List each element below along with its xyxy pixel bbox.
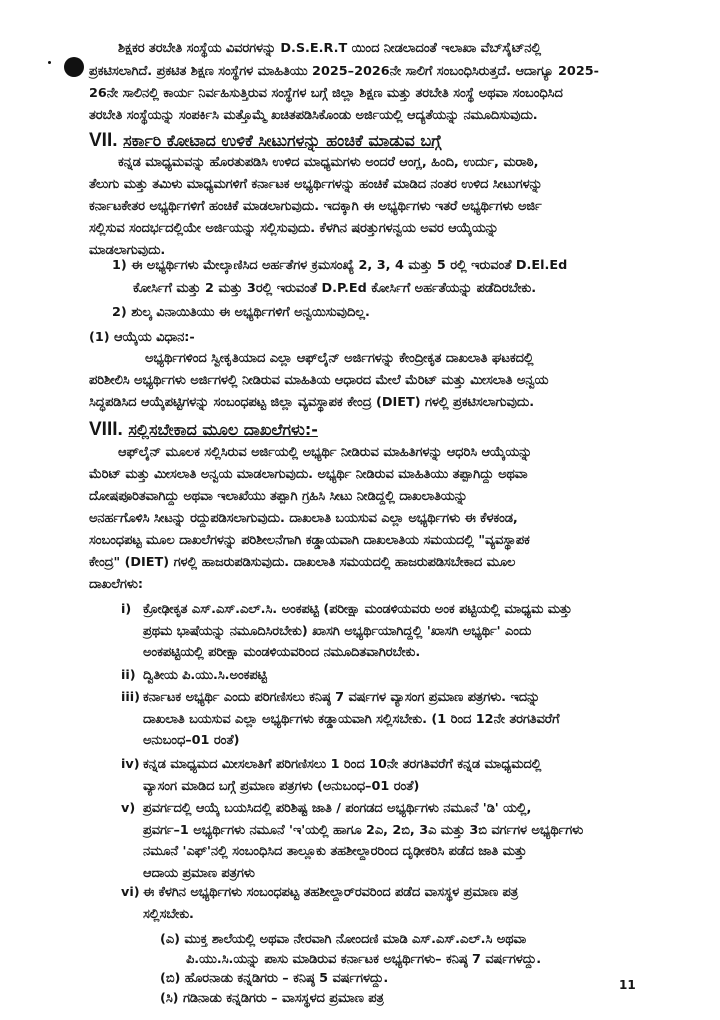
document-item-line: ದ್ವಿತೀಯ ಪಿ.ಯು.ಸಿ.ಅಂಕಪಟ್ಟಿ	[143, 668, 267, 683]
document-item-label: vi)	[121, 885, 140, 900]
bullet-dot	[64, 57, 84, 77]
selection-method-line: ಸಿದ್ಧಪಡಿಸಿದ ಆಯ್ಕೆಪಟ್ಟಿಗಳನ್ನು ಸಂಬಂಧಪಟ್ಟ ಜಿಲ್ಲಾ ವ್ಯವಸ್ಥಾಪಕ ಕೇಂದ್ರ (DIET) ಗಳಲ್ಲಿ ಪ್ರಕಟಿಸಲಾಗುವುದು.	[89, 395, 535, 410]
document-item-line: ಕರ್ನಾಟಕ ಅಭ್ಯರ್ಥಿ ಎಂದು ಪರಿಗಣಿಸಲು ಕನಿಷ್ಠ 7 ವರ್ಷಗಳ ವ್ಯಾಸಂಗ ಪ್ರಮಾಣ ಪತ್ರಗಳು. ಇದನ್ನು	[143, 690, 540, 705]
section-7-para-line: ಸಲ್ಲಿಸುವ ಸಂದರ್ಭದಲ್ಲಿಯೇ ಅರ್ಜಿಯನ್ನು ಸಲ್ಲಿಸುವುದು. ಕೆಳಗಿನ ಷರತ್ತುಗಳನ್ವಯ ಅವರ ಆಯ್ಕೆಯನ್ನು	[89, 221, 499, 236]
selection-method-line: ಪರಿಶೀಲಿಸಿ ಅಭ್ಯರ್ಥಿಗಳು ಅರ್ಜಿಗಳಲ್ಲಿ ನೀಡಿರುವ ಮಾಹಿತಿಯ ಆಧಾರದ ಮೇಲೆ ಮೆರಿಟ್ ಮತ್ತು ಮೀಸಲಾತಿ ಅನ್ವಯ	[89, 373, 549, 388]
page-number: 11	[619, 978, 636, 992]
intro-line-2: ಪ್ರಕಟಿಸಲಾಗಿದೆ. ಪ್ರಕಟಿತ ಶಿಕ್ಷಣ ಸಂಸ್ಥೆಗಳ ಮಾಹಿತಿಯು 2025–2026ನೇ ಸಾಲಿಗೆ ಸಂಬಂಧಿಸಿರುತ್ತದೆ. ಆದಾಗ್ಯೂ 2025-	[89, 64, 599, 79]
document-item-line: ಅಂಕಪಟ್ಟಿಯಲ್ಲಿ ಪರೀಕ್ಷಾ ಮಂಡಳಿಯವರಿಂದ ನಮೂದಿತವಾಗಿರಬೇಕು.	[143, 645, 421, 660]
section-8-para-line: ಅನರ್ಹಗೊಳಿಸಿ ಸೀಟನ್ನು ರದ್ದುಪಡಿಸಲಾಗುವುದು. ದಾಖಲಾತಿ ಬಯಸುವ ಎಲ್ಲಾ ಅಭ್ಯರ್ಥಿಗಳು ಈ ಕೆಳಕಂಡ,	[89, 511, 518, 526]
intro-line-1: ಶಿಕ್ಷಕರ ತರಬೇತಿ ಸಂಸ್ಥೆಯ ವಿವರಗಳನ್ನು D.S.E.R.T ಯಿಂದ ನೀಡಲಾದಂತೆ ಇಲಾಖಾ ವೆಬ್‌ಸೈಟ್‌ನಲ್ಲಿ	[118, 41, 542, 56]
document-item-line: ನಮೂನೆ 'ಎಫ್'ನಲ್ಲಿ ಸಂಬಂಧಿಸಿದ ತಾಲ್ಲೂಕು ತಹಶೀಲ್ದಾರರಿಂದ ದೃಢೀಕರಿಸಿ ಪಡೆದ ಜಾತಿ ಮತ್ತು	[143, 844, 527, 859]
section-8-para-line: ಆಫ್‌ಲೈನ್ ಮೂಲಕ ಸಲ್ಲಿಸಿರುವ ಅರ್ಜಿಯಲ್ಲಿ ಅಭ್ಯರ್ಥಿ ನೀಡಿರುವ ಮಾಹಿತಿಗಳನ್ನು ಆಧರಿಸಿ ಆಯ್ಕೆಯನ್ನು	[118, 445, 532, 460]
document-item-label: v)	[121, 801, 136, 816]
condition-item-2: 2) ಶುಲ್ಕ ವಿನಾಯಿತಿಯು ಈ ಅಭ್ಯರ್ಥಿಗಳಿಗೆ ಅನ್ವಯಿಸುವುದಿಲ್ಲ.	[112, 305, 370, 320]
document-item-line: ದಾಖಲಾತಿ ಬಯಸುವ ಎಲ್ಲಾ ಅಭ್ಯರ್ಥಿಗಳು ಕಡ್ಡಾಯವಾಗಿ ಸಲ್ಲಿಸಬೇಕು. (1 ರಿಂದ 12ನೇ ತರಗತಿವರೆಗೆ	[143, 711, 560, 727]
document-item-line: ಪ್ರವರ್ಗದಲ್ಲಿ ಆಯ್ಕೆ ಬಯಸಿದಲ್ಲಿ ಪರಿಶಿಷ್ಟ ಜಾತಿ / ಪಂಗಡದ ಅಭ್ಯರ್ಥಿಗಳು ನಮೂನೆ 'ಡಿ' ಯಲ್ಲಿ,	[143, 801, 532, 816]
document-item-line: ಸಲ್ಲಿಸಬೇಕು.	[143, 906, 194, 922]
section-8-para-line: ದಾಖಲೆಗಳು:	[89, 577, 143, 592]
sub-item-line: (ಸಿ) ಗಡಿನಾಡು ಕನ್ನಡಿಗರು – ವಾಸಸ್ಥಳದ ಪ್ರಮಾಣ ಪತ್ರ	[160, 990, 384, 1006]
sub-item-line: (ಎ) ಮುಕ್ತ ಶಾಲೆಯಲ್ಲಿ ಅಥವಾ ನೇರವಾಗಿ ನೋಂದಣಿ ಮಾಡಿ ಎಸ್.ಎಸ್.ಎಲ್.ಸಿ ಅಥವಾ	[160, 932, 527, 947]
section-7-para-line: ಮಾಡಲಾಗುವುದು.	[89, 243, 166, 258]
document-item-line: ಕ್ರೋಢೀಕೃತ ಎಸ್.ಎಸ್.ಎಲ್.ಸಿ. ಅಂಕಪಟ್ಟಿ (ಪರೀಕ್ಷಾ ಮಂಡಳಿಯವರು ಅಂಕ ಪಟ್ಟಿಯಲ್ಲಿ ಮಾಧ್ಯಮ ಮತ್ತು	[143, 602, 572, 617]
document-item-line: ಕನ್ನಡ ಮಾಧ್ಯಮದ ಮೀಸಲಾತಿಗೆ ಪರಿಗಣಿಸಲು 1 ರಿಂದ 10ನೇ ತರಗತಿವರೆಗೆ ಕನ್ನಡ ಮಾಧ್ಯಮದಲ್ಲಿ	[143, 757, 542, 772]
selection-method-heading: (1) ಆಯ್ಕೆಯ ವಿಧಾನ:-	[89, 330, 195, 345]
section-8-heading	[89, 420, 318, 439]
section-8-para-line: ಸಂಬಂಧಪಟ್ಟ ಮೂಲ ದಾಖಲೆಗಳನ್ನು ಪರಿಶೀಲನೆಗಾಗಿ ಕಡ್ಡಾಯವಾಗಿ ದಾಖಲಾತಿಯ ಸಮಯದಲ್ಲಿ "ವ್ಯವಸ್ಥಾಪಕ	[89, 533, 530, 548]
section-7-heading	[89, 131, 441, 150]
section-7-para-line: ತೆಲುಗು ಮತ್ತು ತಮಿಳು ಮಾಧ್ಯಮಗಳಿಗೆ ಕರ್ನಾಟಕ ಅಭ್ಯರ್ಥಿಗಳನ್ನು ಹಂಚಿಕೆ ಮಾಡಿದ ನಂತರ ಉಳಿದ ಸೀಟುಗಳನ್ನು	[89, 177, 543, 192]
sub-item-line: (ಬಿ) ಹೊರನಾಡು ಕನ್ನಡಿಗರು – ಕನಿಷ್ಠ 5 ವರ್ಷಗಳದ್ದು.	[160, 971, 389, 986]
document-item-label: i)	[121, 602, 132, 617]
document-item-line: ಅನುಬಂಧ–01 ರಂತೆ)	[143, 733, 240, 748]
document-item-line: ವ್ಯಾಸಂಗ ಮಾಡಿದ ಬಗ್ಗೆ ಪ್ರಮಾಣ ಪತ್ರಗಳು (ಅನುಬಂಧ–01 ರಂತೆ)	[143, 778, 420, 794]
condition-item-1-line-2: ಕೋರ್ಸಿಗೆ ಮತ್ತು 2 ಮತ್ತು 3ರಲ್ಲಿ ಇರುವಂತೆ D.P.Ed ಕೋರ್ಸಿಗೆ ಅರ್ಹತೆಯನ್ನು ಪಡೆದಿರಬೇಕು.	[133, 281, 537, 296]
intro-line-4: ತರಬೇತಿ ಸಂಸ್ಥೆಯನ್ನು ಸಂಪರ್ಕಿಸಿ ಮತ್ತೊಮ್ಮೆ ಖಚಿತಪಡಿಸಿಕೊಂಡು ಅರ್ಜಿಯಲ್ಲಿ ಆದ್ಯತೆಯನ್ನು ನಮೂದಿಸುವುದು.	[89, 108, 538, 123]
section-7-para-line: ಕರ್ನಾಟಕೇತರ ಅಭ್ಯರ್ಥಿಗಳಿಗೆ ಹಂಚಿಕೆ ಮಾಡಲಾಗುವುದು. ಇದಕ್ಕಾಗಿ ಈ ಅಭ್ಯರ್ಥಿಗಳು ಇತರೆ ಅಭ್ಯರ್ಥಿಗಳು ಅರ್ಜಿ	[89, 199, 542, 214]
document-item-line: ಪ್ರವರ್ಗ–1 ಅಭ್ಯರ್ಥಿಗಳು ನಮೂನೆ 'ಇ'ಯಲ್ಲಿ ಹಾಗೂ 2ಎ, 2ಬಿ, 3ಎ ಮತ್ತು 3ಬಿ ವರ್ಗಗಳ ಅಭ್ಯರ್ಥಿಗಳು	[143, 822, 584, 838]
document-item-label: ii)	[121, 668, 136, 683]
section-8-para-line: ಮೆರಿಟ್ ಮತ್ತು ಮೀಸಲಾತಿ ಅನ್ವಯ ಮಾಡಲಾಗುವುದು. ಅಭ್ಯರ್ಥಿ ನೀಡಿರುವ ಮಾಹಿತಿಯು ತಪ್ಪಾಗಿದ್ದು ಅಥವಾ	[89, 467, 528, 482]
document-item-line: ಆದಾಯ ಪ್ರಮಾಣ ಪತ್ರಗಳು	[143, 865, 255, 881]
document-item-line: ಪ್ರಥಮ ಭಾಷೆಯನ್ನು ನಮೂದಿಸಿರಬೇಕು) ಖಾಸಗಿ ಅಭ್ಯರ್ಥಿಯಾಗಿದ್ದಲ್ಲಿ 'ಖಾಸಗಿ ಅಭ್ಯರ್ಥಿ' ಎಂದು	[143, 623, 532, 639]
section-8-number: VIII.	[89, 419, 123, 440]
intro-line-3: 26ನೇ ಸಾಲಿನಲ್ಲಿ ಕಾರ್ಯ ನಿರ್ವಹಿಸುತ್ತಿರುವ ಸಂಸ್ಥೆಗಳ ಬಗ್ಗೆ ಜಿಲ್ಲಾ ಶಿಕ್ಷಣ ಮತ್ತು ತರಬೇತಿ ಸಂಸ್ಥೆ ಅಥವಾ ಸಂಬಂಧಿಸಿದ	[89, 86, 563, 101]
section-7-para-line: ಕನ್ನಡ ಮಾಧ್ಯಮವನ್ನು ಹೊರತುಪಡಿಸಿ ಉಳಿದ ಮಾಧ್ಯಮಗಳು ಅಂದರೆ ಆಂಗ್ಲ, ಹಿಂದಿ, ಉರ್ದು, ಮರಾಠಿ,	[118, 155, 539, 170]
document-item-label: iii)	[121, 690, 141, 705]
condition-item-1-line-1: 1) ಈ ಅಭ್ಯರ್ಥಿಗಳು ಮೇಲ್ಕಾಣಿಸಿದ ಅರ್ಹತೆಗಳ ಕ್ರಮಸಂಖ್ಯೆ 2, 3, 4 ಮತ್ತು 5 ರಲ್ಲಿ ಇರುವಂತೆ D.El.Ed	[112, 258, 568, 273]
bullet-dot-small	[48, 61, 51, 64]
section-7-title: ಸರ್ಕಾರಿ ಕೋಟಾದ ಉಳಿಕೆ ಸೀಟುಗಳನ್ನು ಹಂಚಿಕೆ ಮಾಡುವ ಬಗ್ಗೆ	[123, 131, 442, 150]
section-8-title: ಸಲ್ಲಿಸಬೇಕಾದ ಮೂಲ ದಾಖಲೆಗಳು:-	[128, 420, 318, 439]
sub-item-line: ಪಿ.ಯು.ಸಿ.ಯನ್ನು ಪಾಸು ಮಾಡಿರುವ ಕರ್ನಾಟಕ ಅಭ್ಯರ್ಥಿಗಳು– ಕನಿಷ್ಠ 7 ವರ್ಷಗಳದ್ದು.	[186, 951, 542, 967]
document-item-label: iv)	[121, 757, 140, 772]
section-7-number: VII.	[89, 130, 118, 151]
section-8-para-line: ದೋಷಪೂರಿತವಾಗಿದ್ದು ಅಥವಾ ಇಲಾಖೆಯು ತಪ್ಪಾಗಿ ಗ್ರಹಿಸಿ ಸೀಟು ನೀಡಿದ್ದಲ್ಲಿ ದಾಖಲಾತಿಯನ್ನು	[89, 489, 468, 504]
selection-method-line: ಅಭ್ಯರ್ಥಿಗಳಿಂದ ಸ್ವೀಕೃತಿಯಾದ ಎಲ್ಲಾ ಆಫ್‌ಲೈನ್ ಅರ್ಜಿಗಳನ್ನು ಕೇಂದ್ರೀಕೃತ ದಾಖಲಾತಿ ಘಟಕದಲ್ಲಿ	[145, 351, 534, 366]
document-item-line: ಈ ಕೆಳಗಿನ ಅಭ್ಯರ್ಥಿಗಳು ಸಂಬಂಧಪಟ್ಟ ತಹಶೀಲ್ದಾರ್‌ರವರಿಂದ ಪಡೆದ ವಾಸಸ್ಥಳ ಪ್ರಮಾಣ ಪತ್ರ	[143, 885, 519, 900]
section-8-para-line: ಕೇಂದ್ರ" (DIET) ಗಳಲ್ಲಿ ಹಾಜರುಪಡಿಸುವುದು. ದಾಖಲಾತಿ ಸಮಯದಲ್ಲಿ ಹಾಜರುಪಡಿಸಬೇಕಾದ ಮೂಲ	[89, 555, 516, 570]
